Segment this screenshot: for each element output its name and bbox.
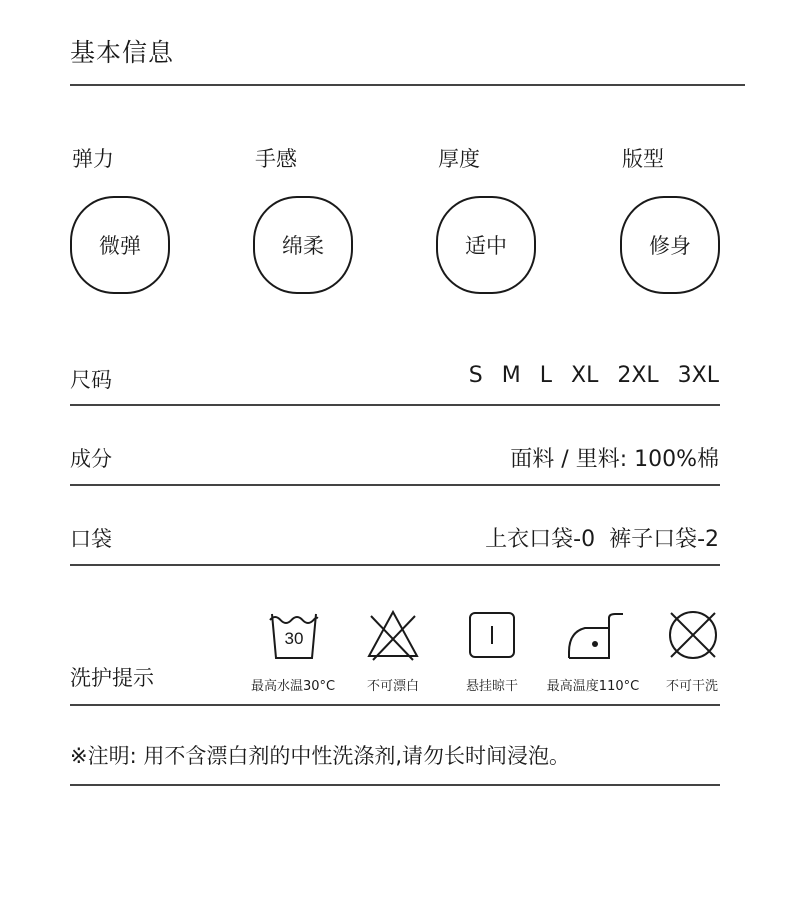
hang-dry-icon bbox=[467, 610, 519, 664]
iron-low-icon bbox=[565, 608, 625, 666]
no-bleach-icon bbox=[365, 608, 421, 666]
care-caption-dry: 悬挂晾干 bbox=[465, 679, 519, 694]
composition-label: 成分 bbox=[70, 447, 112, 471]
attribute-value-feel: 绵柔 bbox=[253, 196, 353, 294]
care-caption-wash: 最高水温30°C bbox=[250, 679, 336, 694]
attribute-value-thickness: 适中 bbox=[436, 196, 536, 294]
size-list bbox=[457, 363, 719, 388]
pockets-label: 口袋 bbox=[70, 527, 112, 551]
size-option: XL bbox=[571, 363, 599, 388]
size-option: L bbox=[539, 363, 553, 388]
attribute-label-thickness: 厚度 bbox=[438, 147, 480, 171]
title-divider bbox=[70, 84, 745, 86]
size-option: S bbox=[468, 363, 483, 388]
pockets-value: 上衣口袋-0 裤子口袋-2 bbox=[485, 527, 719, 552]
size-option: 3XL bbox=[677, 363, 719, 388]
attribute-value-fit: 修身 bbox=[620, 196, 720, 294]
size-option: 2XL bbox=[617, 363, 659, 388]
care-divider bbox=[70, 704, 720, 706]
care-caption-iron: 最高温度110°C bbox=[546, 679, 640, 694]
attribute-value-elasticity: 微弹 bbox=[70, 196, 170, 294]
wash-temperature-text: 30 bbox=[284, 629, 304, 648]
wash-tub-30-icon bbox=[268, 608, 320, 666]
size-label: 尺码 bbox=[70, 368, 112, 392]
section-title: 基本信息 bbox=[70, 38, 175, 67]
care-caption-dry-clean: 不可干洗 bbox=[665, 679, 719, 694]
care-note: ※注明: 用不含漂白剂的中性洗涤剂,请勿长时间浸泡。 bbox=[70, 744, 571, 768]
size-option: M bbox=[501, 363, 521, 388]
size-divider bbox=[70, 404, 720, 406]
note-divider bbox=[70, 784, 720, 786]
care-label: 洗护提示 bbox=[70, 666, 154, 690]
attribute-label-elasticity: 弹力 bbox=[72, 147, 114, 171]
attribute-label-feel: 手感 bbox=[255, 147, 297, 171]
no-dry-clean-icon bbox=[666, 608, 720, 666]
composition-value: 面料 / 里料: 100%棉 bbox=[510, 447, 719, 472]
attribute-label-fit: 版型 bbox=[622, 147, 664, 171]
composition-divider bbox=[70, 484, 720, 486]
pockets-divider bbox=[70, 564, 720, 566]
care-caption-bleach: 不可漂白 bbox=[366, 679, 420, 694]
